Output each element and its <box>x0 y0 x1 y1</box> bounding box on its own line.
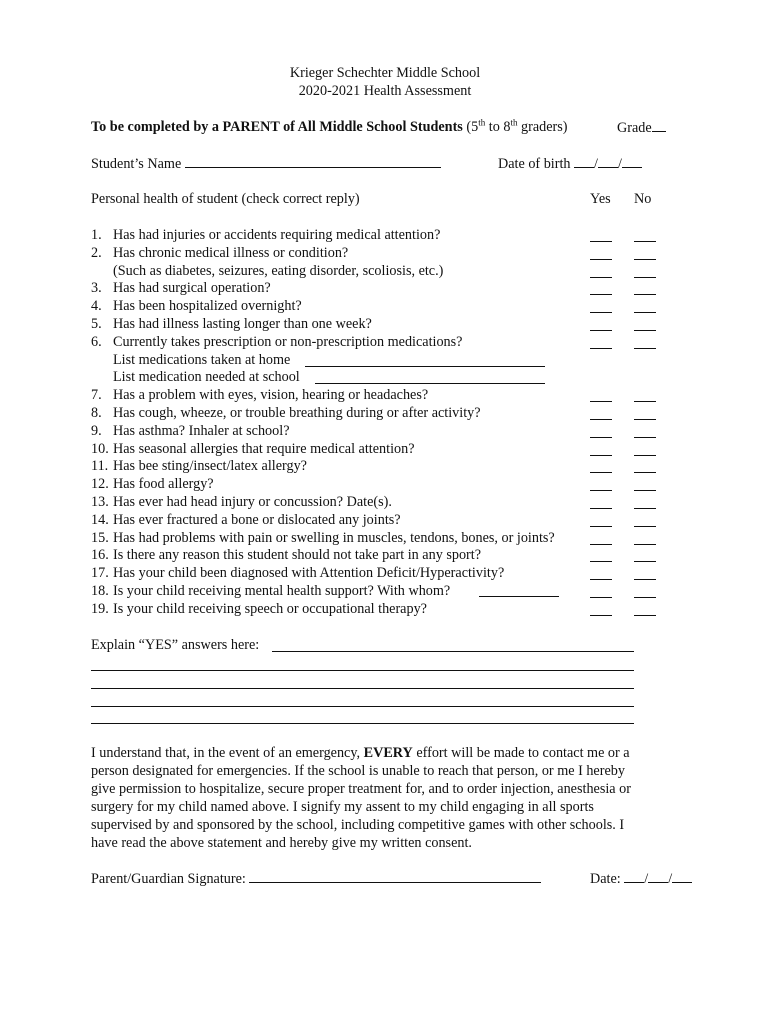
question-text: Has ever fractured a bone or dislocated any joints? <box>113 512 401 528</box>
question-text: (Such as diabetes, seizures, eating disorder, scoliosis, etc.) <box>113 263 444 279</box>
question-number: 10. <box>91 441 109 457</box>
no-answer-blank[interactable] <box>634 293 656 295</box>
yes-answer-blank[interactable] <box>590 276 612 278</box>
no-answer-blank[interactable] <box>634 543 656 545</box>
student-name-blank[interactable] <box>185 155 441 168</box>
explain-line-1[interactable] <box>91 669 634 671</box>
question-number: 1. <box>91 227 102 243</box>
question-number: 6. <box>91 334 102 350</box>
question-number: 4. <box>91 298 102 314</box>
medication-fill-line[interactable] <box>315 383 545 384</box>
question-number: 7. <box>91 387 102 403</box>
yes-answer-blank[interactable] <box>590 418 612 420</box>
explain-line-2[interactable] <box>91 687 634 689</box>
signature-field[interactable] <box>91 870 541 888</box>
question-number: 19. <box>91 601 109 617</box>
question-number: 2. <box>91 245 102 261</box>
question-text: Has been hospitalized overnight? <box>113 298 302 314</box>
yes-answer-blank[interactable] <box>590 400 612 402</box>
question-number: 13. <box>91 494 109 510</box>
question-text: Has had illness lasting longer than one week? <box>113 316 372 332</box>
question-number: 8. <box>91 405 102 421</box>
explain-line-4[interactable] <box>91 722 634 724</box>
no-answer-blank[interactable] <box>634 525 656 527</box>
yes-answer-blank[interactable] <box>590 507 612 509</box>
question-text: Is your child receiving mental health support? With whom? <box>113 583 451 599</box>
no-answer-blank[interactable] <box>634 311 656 313</box>
no-answer-blank[interactable] <box>634 329 656 331</box>
no-answer-blank[interactable] <box>634 454 656 456</box>
question-text: Has had problems with pain or swelling in muscles, tendons, bones, or joints? <box>113 530 555 546</box>
question-number: 16. <box>91 547 109 563</box>
instructions-grade-range: (5th to 8th graders) <box>466 117 568 135</box>
student-name-field[interactable] <box>91 155 441 173</box>
yes-answer-blank[interactable] <box>590 240 612 242</box>
yes-answer-blank[interactable] <box>590 436 612 438</box>
question-number: 5. <box>91 316 102 332</box>
no-answer-blank[interactable] <box>634 507 656 509</box>
question-number: 12. <box>91 476 109 492</box>
signature-blank[interactable] <box>249 870 541 883</box>
yes-answer-blank[interactable] <box>590 258 612 260</box>
school-name: Krieger Schechter Middle School <box>289 65 481 81</box>
question-number: 15. <box>91 530 109 546</box>
signature-label: Parent/Guardian Signature: <box>91 871 246 887</box>
yes-answer-blank[interactable] <box>590 578 612 580</box>
question-text: Has a problem with eyes, vision, hearing or headaches? <box>113 387 429 403</box>
medication-fill-line[interactable] <box>305 366 545 367</box>
question-text: Is there any reason this student should not take part in any sport? <box>113 547 482 563</box>
yes-answer-blank[interactable] <box>590 454 612 456</box>
personal-health-heading: Personal health of student (check correct reply) <box>91 191 360 207</box>
no-answer-blank[interactable] <box>634 578 656 580</box>
grade-blank[interactable] <box>652 119 666 132</box>
question-number: 3. <box>91 280 102 296</box>
yes-answer-blank[interactable] <box>590 543 612 545</box>
with-whom-fill-line[interactable] <box>479 596 559 597</box>
question-number: 14. <box>91 512 109 528</box>
question-text: Has had surgical operation? <box>113 280 271 296</box>
form-title: 2020-2021 Health Assessment <box>298 83 472 99</box>
no-answer-blank[interactable] <box>634 258 656 260</box>
explain-yes-label: Explain “YES” answers here: <box>91 637 260 653</box>
consent-statement: I understand that, in the event of an emergency, EVERY effort will be made to contact me or a person designated for emergencies. If the school is unable to reach that person, or me I hereby give permission to hospitalize, secure proper treatment for, and to order injection, anesthesia or surgery for my child named above. I signify my assent to my child engaging in all sports supervised by and sponsored by the school, including competitive games with other schools. I have read the above statement and hereby give my written consent. <box>91 745 631 851</box>
yes-answer-blank[interactable] <box>590 596 612 598</box>
yes-answer-blank[interactable] <box>590 489 612 491</box>
question-text: Has bee sting/insect/latex allergy? <box>113 458 307 474</box>
yes-answer-blank[interactable] <box>590 471 612 473</box>
question-text: Has food allergy? <box>113 476 214 492</box>
question-text: Has asthma? Inhaler at school? <box>113 423 290 439</box>
question-number: 9. <box>91 423 102 439</box>
instructions-bold: To be completed by a PARENT of All Middle School Students <box>91 119 463 135</box>
explain-line-0[interactable] <box>272 651 634 652</box>
question-text: List medication needed at school <box>113 369 300 385</box>
question-text: Has ever had head injury or concussion? Date(s). <box>113 494 392 510</box>
yes-answer-blank[interactable] <box>590 293 612 295</box>
question-text: Has your child been diagnosed with Attention Deficit/Hyperactivity? <box>113 565 505 581</box>
yes-column-header: Yes <box>590 191 611 207</box>
student-name-label: Student’s Name <box>91 156 182 172</box>
no-answer-blank[interactable] <box>634 614 656 616</box>
no-column-header: No <box>634 191 652 207</box>
question-text: Has had injuries or accidents requiring medical attention? <box>113 227 441 243</box>
no-answer-blank[interactable] <box>634 418 656 420</box>
signature-date-label: Date: <box>590 871 621 887</box>
explain-line-3[interactable] <box>91 705 634 707</box>
no-answer-blank[interactable] <box>634 596 656 598</box>
question-number: 11. <box>91 458 109 474</box>
yes-answer-blank[interactable] <box>590 614 612 616</box>
yes-answer-blank[interactable] <box>590 560 612 562</box>
no-answer-blank[interactable] <box>634 400 656 402</box>
question-number: 18. <box>91 583 109 599</box>
no-answer-blank[interactable] <box>634 560 656 562</box>
signature-date-field[interactable]: Date: / / <box>590 870 692 888</box>
question-text: List medications taken at home <box>113 352 291 368</box>
no-answer-blank[interactable] <box>634 240 656 242</box>
yes-answer-blank[interactable] <box>590 525 612 527</box>
no-answer-blank[interactable] <box>634 489 656 491</box>
question-text: Currently takes prescription or non-prescription medications? <box>113 334 463 350</box>
question-number: 17. <box>91 565 109 581</box>
date-of-birth-field[interactable]: Date of birth / / <box>498 155 642 173</box>
question-text: Has chronic medical illness or condition? <box>113 245 349 261</box>
question-text: Is your child receiving speech or occupational therapy? <box>113 601 427 617</box>
no-answer-blank[interactable] <box>634 436 656 438</box>
yes-answer-blank[interactable] <box>590 329 612 331</box>
question-text: Has cough, wheeze, or trouble breathing during or after activity? <box>113 405 481 421</box>
question-text: Has seasonal allergies that require medical attention? <box>113 441 415 457</box>
no-answer-blank[interactable] <box>634 347 656 349</box>
yes-answer-blank[interactable] <box>590 347 612 349</box>
instructions-line <box>91 119 567 136</box>
grade-field[interactable]: Grade <box>617 119 666 137</box>
no-answer-blank[interactable] <box>634 276 656 278</box>
no-answer-blank[interactable] <box>634 471 656 473</box>
yes-answer-blank[interactable] <box>590 311 612 313</box>
dob-label: Date of birth <box>498 156 571 172</box>
